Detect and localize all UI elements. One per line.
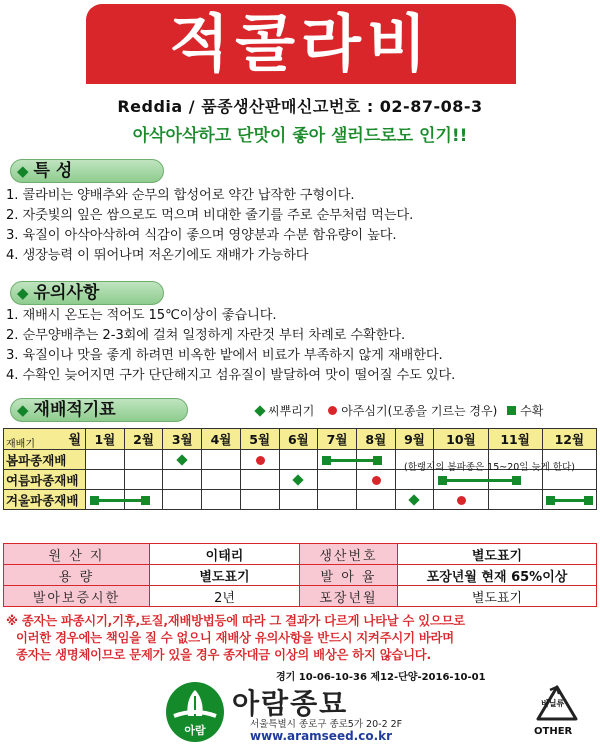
transplant-marker xyxy=(372,476,381,485)
info-label: 생산번호 xyxy=(300,544,398,565)
features-list xyxy=(6,186,596,266)
info-value: 포장년월 현재 65%이상 xyxy=(398,565,597,586)
info-value: 별도표기 xyxy=(398,544,597,565)
seed-diamond-icon xyxy=(254,405,265,416)
permit-number: 경기 10-06-10-36 제12-단양-2016-10-01 xyxy=(276,672,486,683)
recycle-mark: 비닐류 OTHER xyxy=(532,684,582,740)
product-info-table xyxy=(3,543,597,607)
calendar-header-row xyxy=(4,429,597,450)
info-label: 용 량 xyxy=(4,565,150,586)
cautions-heading: ◆ 유의사항 xyxy=(10,281,164,305)
calendar-heading: ◆ 재배적기표 xyxy=(10,398,188,422)
spring-note: (한랭지의 봄파종은 15~20일 늦게 한다) xyxy=(404,462,575,473)
month-header: 6월 xyxy=(279,429,318,450)
info-value: 이태리 xyxy=(150,544,300,565)
feature-item: 4. 생장능력 이 뛰어나며 저온기에도 재배가 가능하다 xyxy=(6,248,309,263)
row-label: 봄파종재배 xyxy=(4,450,86,470)
calendar-legend: 씨뿌리기 아주심기(모종을 기르는 경우) 수확 xyxy=(250,402,543,419)
feature-item: 1. 콜라비는 양배추와 순무의 합성어로 약간 납작한 구형이다. xyxy=(6,188,355,203)
slogan: 아삭아삭하고 단맛이 좋아 샐러드로도 인기!! xyxy=(132,126,468,146)
company-address: 서울특별시 종로구 종로5가 20-2 2F xyxy=(250,719,403,730)
info-row xyxy=(4,586,597,607)
company-website: www.aramseed.co.kr xyxy=(250,729,393,743)
diamond-icon: ◆ xyxy=(17,162,29,180)
month-header: 4월 xyxy=(202,429,241,450)
month-header: 1월 xyxy=(86,429,125,450)
caution-item: 4. 수확인 늦어지면 구가 단단해지고 섬유질이 발달하여 맛이 떨어질 수도 있다. xyxy=(6,368,456,383)
features-heading: ◆ 특 성 xyxy=(10,159,164,183)
diamond-icon: ◆ xyxy=(17,401,29,419)
month-header: 5월 xyxy=(240,429,279,450)
harvest-bar xyxy=(322,459,382,462)
month-header: 7월 xyxy=(318,429,357,450)
registration-line: Reddia / 품종생산판매신고번호 : 02-87-08-3 xyxy=(117,97,483,116)
svg-text:아람: 아람 xyxy=(184,724,206,737)
month-header: 3월 xyxy=(163,429,202,450)
company-logo xyxy=(166,682,224,742)
info-label: 원 산 지 xyxy=(4,544,150,565)
sprout-logo-icon xyxy=(166,682,224,742)
info-label: 발 아 율 xyxy=(300,565,398,586)
harvest-bar xyxy=(438,479,521,482)
harvest-bar xyxy=(90,499,150,502)
info-label: 포장년월 xyxy=(300,586,398,607)
row-label: 겨울파종재배 xyxy=(4,490,86,510)
info-value: 별도표기 xyxy=(398,586,597,607)
caution-item: 1. 재배시 온도는 적어도 15℃이상이 좋습니다. xyxy=(6,308,277,323)
info-value: 별도표기 xyxy=(150,565,300,586)
feature-item: 2. 자줏빛의 잎은 쌈으로도 먹으며 비대한 줄기를 주로 순무처럼 먹는다. xyxy=(6,208,414,223)
caution-item: 2. 순무양배추는 2-3회에 걸쳐 일정하게 자란것 부터 차례로 수확한다. xyxy=(6,328,406,343)
diamond-icon: ◆ xyxy=(17,284,29,302)
info-label: 발아보증시한 xyxy=(4,586,150,607)
info-row xyxy=(4,544,597,565)
transplant-dot-icon xyxy=(328,406,337,415)
harvest-square-icon xyxy=(507,406,516,415)
harvest-bar xyxy=(546,499,592,502)
product-title: 적콜라비 xyxy=(86,4,516,84)
month-header: 11월 xyxy=(488,429,542,450)
feature-item: 3. 육질이 아삭아삭하여 식감이 좋으며 영양분과 수분 함유량이 높다. xyxy=(6,228,397,243)
info-row xyxy=(4,565,597,586)
month-header: 12월 xyxy=(542,429,596,450)
month-header: 8월 xyxy=(356,429,395,450)
info-value: 2년 xyxy=(150,586,300,607)
month-header: 2월 xyxy=(124,429,163,450)
caution-item: 3. 육질이나 맛을 좋게 하려면 비옥한 밭에서 비료가 부족하지 않게 재배한다. xyxy=(6,348,443,363)
transplant-marker xyxy=(457,496,466,505)
cautions-list xyxy=(6,306,596,386)
calendar-corner: 월 재배기 xyxy=(4,429,86,450)
row-label: 여름파종재배 xyxy=(4,470,86,490)
transplant-marker xyxy=(256,456,265,465)
month-header: 9월 xyxy=(395,429,434,450)
warning-notice: ※ 종자는 파종시기,기후,토질,재배방법등에 따라 그 결과가 다르게 나타날 수 있으므로 이러한 경우에는 책임을 질 수 없으니 재배상 유의사항을 반드시 지켜주시기 바라며 종자는 생명체이므로 문제가 있을 경우 종자대금 이상의 배상은 하지 않습니다. xyxy=(6,614,465,662)
company-name: 아람종묘 xyxy=(232,687,349,720)
month-header: 10월 xyxy=(434,429,488,450)
